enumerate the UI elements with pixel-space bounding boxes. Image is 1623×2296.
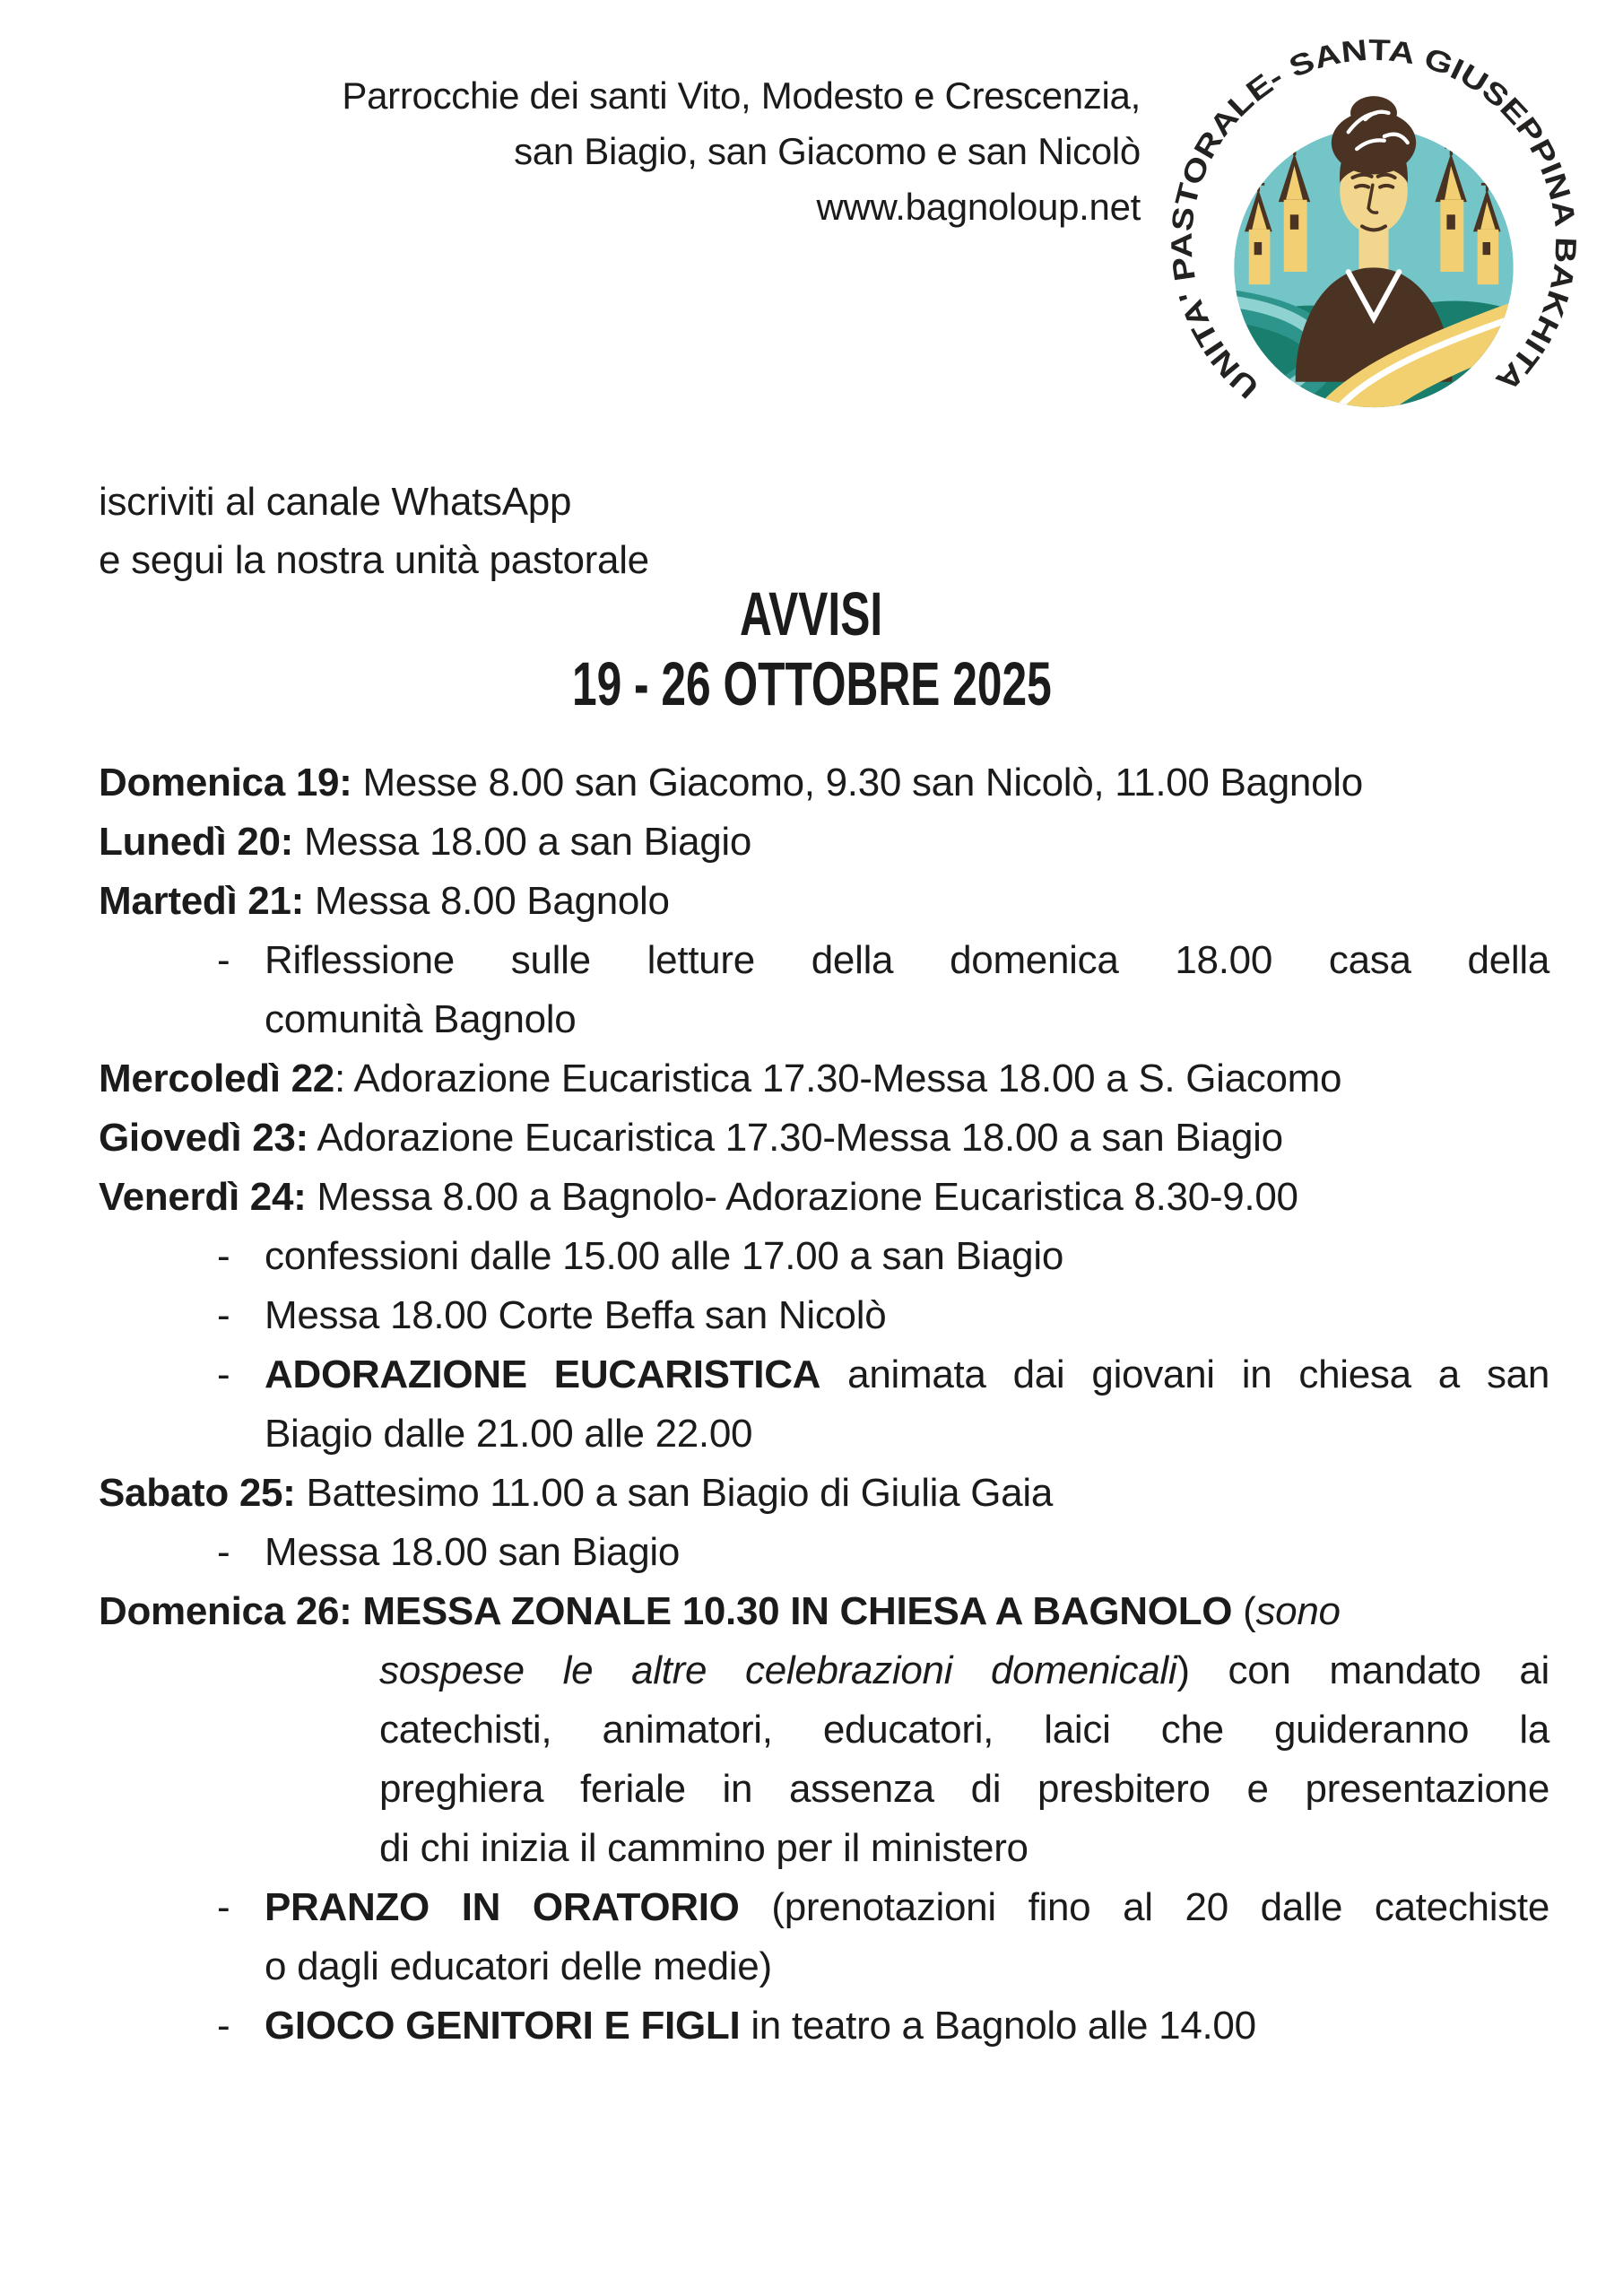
- day-label: Domenica 19:: [99, 761, 352, 804]
- bullet-dash: -: [217, 1352, 230, 1396]
- day-label: Lunedì 20:: [99, 820, 294, 864]
- day-label: Sabato 25:: [99, 1471, 296, 1515]
- schedule-bullet-line: - PRANZO IN ORATORIO (prenotazioni fino al 20 dalle catechiste: [99, 1878, 1549, 1937]
- day-label: Giovedì 23:: [99, 1116, 308, 1160]
- bullet-dash: -: [217, 1885, 230, 1929]
- schedule-line: Domenica 26: MESSA ZONALE 10.30 IN CHIESA A BAGNOLO (sono: [99, 1589, 1341, 1633]
- parish-header: [342, 68, 1141, 235]
- page-title: AVVISI: [740, 579, 883, 648]
- schedule-line: Mercoledì 22: Adorazione Eucaristica 17.30-Messa 18.00 a S. Giacomo: [99, 1057, 1342, 1100]
- pastoral-unit-logo: [1162, 30, 1585, 454]
- schedule-line: Biagio dalle 21.00 alle 22.00: [265, 1412, 753, 1456]
- schedule-line: Lunedì 20: Messa 18.00 a san Biagio: [99, 820, 752, 864]
- schedule-line: catechisti, animatori, educatori, laici che guideranno la: [379, 1708, 1549, 1752]
- schedule-line: Martedì 21: Messa 8.00 Bagnolo: [99, 879, 670, 923]
- logo-emblem-icon: [1162, 30, 1585, 454]
- schedule-line: o dagli educatori delle medie): [265, 1944, 772, 1988]
- whatsapp-note: [99, 473, 649, 589]
- schedule: [99, 753, 1549, 2056]
- parish-names-line1: Parrocchie dei santi Vito, Modesto e Crescenzia,: [342, 74, 1141, 117]
- day-label: Mercoledì 22: [99, 1057, 334, 1100]
- schedule-line: Giovedì 23: Adorazione Eucaristica 17.30-Messa 18.00 a san Biagio: [99, 1116, 1283, 1160]
- whatsapp-line2: e segui la nostra unità pastorale: [99, 538, 649, 582]
- parish-website: www.bagnoloup.net: [816, 186, 1141, 228]
- schedule-line: Venerdì 24: Messa 8.00 a Bagnolo- Adorazione Eucaristica 8.30-9.00: [99, 1175, 1298, 1219]
- schedule-line: preghiera feriale in assenza di presbitero e presentazione: [379, 1767, 1549, 1811]
- schedule-bullet-line: - Messa 18.00 san Biagio: [99, 1523, 1549, 1582]
- parish-names-line2: san Biagio, san Giacomo e san Nicolò: [514, 130, 1141, 172]
- schedule-line: di chi inizia il cammino per il ministero: [379, 1826, 1028, 1870]
- schedule-bullet-line: - Messa 18.00 Corte Beffa san Nicolò: [99, 1286, 1549, 1345]
- schedule-bullet-line: - ADORAZIONE EUCARISTICA animata dai giovani in chiesa a san: [99, 1345, 1549, 1405]
- schedule-bullet-line: - Riflessione sulle letture della domenica 18.00 casa della: [99, 931, 1549, 990]
- schedule-line: Domenica 19: Messe 8.00 san Giacomo, 9.30 san Nicolò, 11.00 Bagnolo: [99, 761, 1363, 804]
- schedule-line: comunità Bagnolo: [265, 997, 577, 1041]
- logo-ring-text: UNITA' PASTORALE- SANTA GIUSEPPINA BAKHITA: [1164, 32, 1584, 405]
- whatsapp-line1: iscriviti al canale WhatsApp: [99, 480, 572, 524]
- date-range-heading: 19 - 26 OTTOBRE 2025: [571, 649, 1052, 718]
- bullet-dash: -: [217, 1530, 230, 1574]
- schedule-bullet-line: - confessioni dalle 15.00 alle 17.00 a san Biagio: [99, 1227, 1549, 1286]
- day-label: Martedì 21:: [99, 879, 304, 923]
- day-label: Domenica 26: MESSA ZONALE 10.30 IN CHIESA A BAGNOLO: [99, 1589, 1233, 1633]
- day-label: Venerdì 24:: [99, 1175, 307, 1219]
- schedule-line: Sabato 25: Battesimo 11.00 a san Biagio di Giulia Gaia: [99, 1471, 1053, 1515]
- bullet-dash: -: [217, 938, 230, 982]
- bullet-dash: -: [217, 2004, 230, 2048]
- bullet-dash: -: [217, 1293, 230, 1337]
- schedule-line: sospese le altre celebrazioni domenicali) con mandato ai: [379, 1648, 1549, 1692]
- schedule-bullet-line: - GIOCO GENITORI E FIGLI in teatro a Bagnolo alle 14.00: [99, 1996, 1549, 2056]
- bullet-dash: -: [217, 1234, 230, 1278]
